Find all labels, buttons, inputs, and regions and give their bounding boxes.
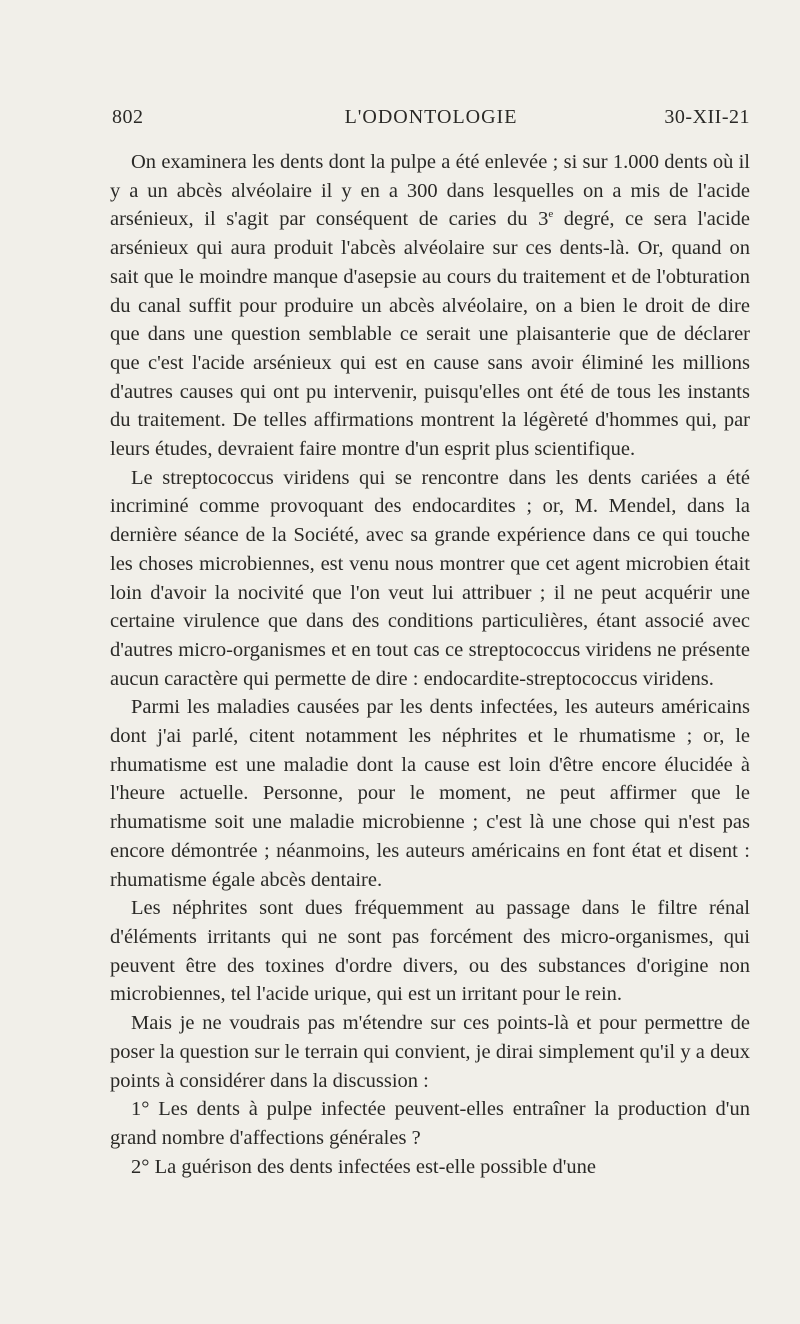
paragraph-1-superscript: e <box>548 208 554 221</box>
paragraph-1-text-before: On examinera les dents dont la pulpe a été enlevée ; si sur 1.000 dents où il y a un abcès alvéolaire il y en a 300 dans lesquelles on a mis de l'acide arsénieux, il s'agit par conséquent de caries du 3 <box>110 151 750 231</box>
issue-date: 30-XII-21 <box>664 106 750 128</box>
running-header <box>112 106 750 136</box>
journal-title: L'ODONTOLOGIE <box>344 106 518 128</box>
paragraph-1-text-after: degré, ce sera l'acide arsénieux qui aura produit l'abcès alvéolaire sur ces dents-là. Or, quand on sait que le moindre manque d'asepsie au cours du traitement et de l'obturation du canal suffit pour produire un abcès alvéolaire, on a bien le droit de dire que dans une question semblable ce serait une plaisanterie que de déclarer que c'est l'acide arsénieux qui est en cause sans avoir éliminé les millions d'autres causes qui ont pu intervenir, puisqu'elles ont été de tous les instants du traitement. De telles affirmations montrent la légèreté d'hommes qui, par leurs études, devraient faire montre d'un esprit plus scientifique. <box>110 208 751 461</box>
paragraph-4: Les néphrites sont dues fréquemment au passage dans le filtre rénal d'éléments irritants qui ne sont pas forcément des micro-organismes, qui peuvent être des toxines d'ordre divers, ou des substances d'origine non microbiennes, tel l'acide urique, qui est un irritant pour le rein. <box>110 897 750 1006</box>
paragraph-6: 1° Les dents à pulpe infectée peuvent-elles entraîner la production d'un grand nombre d'affections générales ? <box>110 1098 750 1149</box>
paragraph-7: 2° La guérison des dents infectées est-elle possible d'une <box>131 1155 597 1178</box>
paragraph-5: Mais je ne voudrais pas m'étendre sur ces points-là et pour permettre de poser la question sur le terrain qui convient, je dirai simplement qu'il y a deux points à considérer dans la discussion : <box>110 1012 750 1092</box>
article-body <box>110 148 750 1181</box>
page-number: 802 <box>112 106 144 128</box>
paragraph-1 <box>110 148 750 464</box>
paragraph-3: Parmi les maladies causées par les dents infectées, les auteurs américains dont j'ai parlé, citent notamment les néphrites et le rhumatisme ; or, le rhumatisme est une maladie dont la cause est loin d'être encore élucidée à l'heure actuelle. Personne, pour le moment, ne peut affirmer que le rhumatisme soit une maladie microbienne ; c'est là une chose qui n'est pas encore démontrée ; néanmoins, les auteurs américains en font état et disent : rhumatisme égale abcès dentaire. <box>110 696 750 891</box>
paragraph-2: Le streptococcus viridens qui se rencontre dans les dents cariées a été incriminé comme provoquant des endocardites ; or, M. Mendel, dans la dernière séance de la Société, avec sa grande expérience dans ce qui touche les choses microbiennes, est venu nous montrer que cet agent microbien était loin d'avoir la nocivité que l'on veut lui attribuer ; il ne peut acquérir une certaine virulence que dans des conditions particulières, étant associé avec d'autres micro-organismes et en tout cas ce streptococcus viridens ne présente aucun caractère qui permette de dire : endocardite-streptococcus viridens. <box>110 466 750 690</box>
